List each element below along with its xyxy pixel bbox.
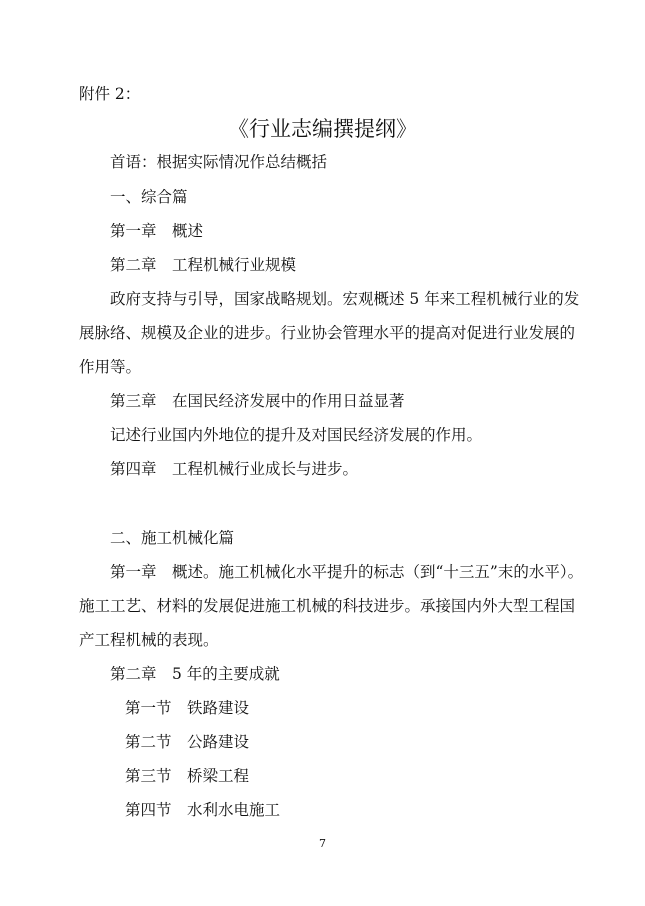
section1-chapter3-body: 记述行业国内外地位的提升及对国民经济发展的作用。 [110,426,483,444]
attachment-label: 附件 2： [79,85,141,103]
document-title: 《行业志编撰提纲》 [228,117,417,141]
section1-chapter1: 第一章 概述 [110,222,204,240]
section2-chapter1-line3: 产工程机械的表现。 [79,631,219,649]
section2-section2: 第二节 公路建设 [125,733,250,751]
preface-line: 首语：根据实际情况作总结概括 [110,153,328,171]
section2-chapter1-line1: 第一章 概述。施工机械化水平提升的标志（到“十三五”末的水平）。 [110,563,584,581]
section1-chapter2-body-line2: 展脉络、规模及企业的进步。行业协会管理水平的提高对促进行业发展的 [79,324,576,342]
section1-chapter4: 第四章 工程机械行业成长与进步。 [110,460,359,478]
page-number: 7 [319,837,326,850]
section1-chapter2: 第二章 工程机械行业规模 [110,256,297,274]
section2-section4: 第四节 水利水电施工 [125,801,281,819]
section1-chapter2-body-line3: 作用等。 [79,358,142,376]
section1-heading: 一、综合篇 [110,188,188,206]
section2-section1: 第一节 铁路建设 [125,699,250,717]
section1-chapter2-body-line1: 政府支持与引导，国家战略规划。宏观概述 5 年来工程机械行业的发 [110,290,580,308]
section2-chapter1-line2: 施工工艺、材料的发展促进施工机械的科技进步。承接国内外大型工程国 [79,597,576,615]
section2-chapter2: 第二章 5 年的主要成就 [110,665,280,683]
section2-section3: 第三节 桥梁工程 [125,767,250,785]
section2-heading: 二、施工机械化篇 [110,529,235,547]
section1-chapter3: 第三章 在国民经济发展中的作用日益显著 [110,392,405,410]
